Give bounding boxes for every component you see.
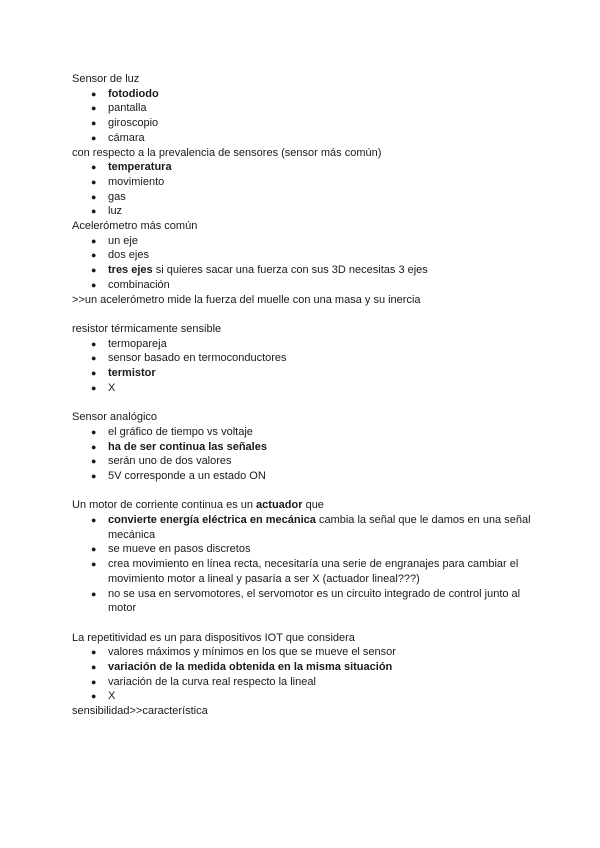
bullet-icon: ● xyxy=(91,132,97,143)
list-item-text: 5V corresponde a un estado ON xyxy=(108,469,266,482)
spacer xyxy=(72,616,532,631)
bullet-icon: ● xyxy=(91,515,97,526)
bullet-icon: ● xyxy=(91,338,97,349)
list-item xyxy=(72,542,532,557)
list-item-text: crea movimiento en línea recta, necesitaría una serie de engranajes para cambiar el movimiento motor a lineal y pasaría a ser X (actuador lineal???) xyxy=(108,558,519,585)
bullet-icon: ● xyxy=(91,382,97,393)
list-item xyxy=(72,204,532,219)
list-item-text: sensor basado en termoconductores xyxy=(108,352,287,365)
list-item-text: X xyxy=(108,381,116,394)
list-item-text: termistor xyxy=(108,367,156,380)
bullet-icon: ● xyxy=(91,559,97,570)
bullet-icon: ● xyxy=(91,544,97,555)
list-item-text: dos ejes xyxy=(108,249,149,262)
list-item xyxy=(72,587,532,616)
list-item xyxy=(72,366,532,381)
list-item xyxy=(72,263,532,278)
list-item-text: termopareja xyxy=(108,337,167,350)
list-item-text: fotodiodo xyxy=(108,87,159,100)
list-item xyxy=(72,469,532,484)
heading-text: Un motor de corriente continua es un xyxy=(72,499,257,512)
list-item-text: ha de ser continua las señales xyxy=(108,440,267,453)
bullet-icon: ● xyxy=(91,206,97,217)
list-item-bold-text: convierte energía eléctrica en mecánica xyxy=(108,514,316,527)
bullet-icon: ● xyxy=(91,250,97,261)
list-item-text: valores máximos y mínimos en los que se mueve el sensor xyxy=(108,646,396,659)
list-item-text: variación de la medida obtenida en la misma situación xyxy=(108,661,393,674)
list-item xyxy=(72,116,532,131)
document-content xyxy=(72,72,532,719)
list-item xyxy=(72,645,532,660)
bullet-icon: ● xyxy=(91,426,97,437)
list-item xyxy=(72,454,532,469)
bullet-icon: ● xyxy=(91,176,97,187)
section-heading-resistor: resistor térmicamente sensible xyxy=(72,322,222,335)
list-item xyxy=(72,87,532,102)
list-item-text: cámara xyxy=(108,131,145,144)
bullet-icon: ● xyxy=(91,265,97,276)
list-item-text: se mueve en pasos discretos xyxy=(108,543,251,556)
list-item xyxy=(72,675,532,690)
list-acelerometro xyxy=(72,234,532,293)
spacer xyxy=(72,307,532,322)
list-item-text: X xyxy=(108,690,116,703)
heading-bold-text: actuador xyxy=(256,499,303,512)
bullet-icon: ● xyxy=(91,456,97,467)
bullet-icon: ● xyxy=(91,191,97,202)
list-item xyxy=(72,425,532,440)
bullet-icon: ● xyxy=(91,470,97,481)
list-item xyxy=(72,381,532,396)
list-item-text: serán uno de dos valores xyxy=(108,455,232,468)
list-item xyxy=(72,351,532,366)
list-item-text: si quieres sacar una fuerza con sus 3D necesitas 3 ejes xyxy=(152,264,428,277)
list-item xyxy=(72,131,532,146)
list-item xyxy=(72,248,532,263)
list-item-text: el gráfico de tiempo vs voltaje xyxy=(108,425,253,438)
section-heading-sensor-luz: Sensor de luz xyxy=(72,73,140,85)
list-item xyxy=(72,101,532,116)
list-item xyxy=(72,160,532,175)
bullet-icon: ● xyxy=(91,662,97,673)
list-sensor-luz xyxy=(72,87,532,146)
list-item xyxy=(72,557,532,586)
list-item xyxy=(72,440,532,455)
spacer xyxy=(72,395,532,410)
section-heading-motor xyxy=(72,498,532,513)
list-item-text: no se usa en servomotores, el servomotor es un circuito integrado de control junto al motor xyxy=(108,587,521,615)
list-resistor xyxy=(72,337,532,396)
section-heading-prevalencia: con respecto a la prevalencia de sensores (sensor más común) xyxy=(72,146,382,159)
list-item xyxy=(72,175,532,190)
list-item xyxy=(72,190,532,205)
note-acelerometro: >>un acelerómetro mide la fuerza del muelle con una masa y su inercia xyxy=(72,293,421,306)
list-repetitividad xyxy=(72,645,532,704)
list-motor xyxy=(72,513,532,616)
section-heading-sensor-analogico: Sensor analógico xyxy=(72,411,158,424)
bullet-icon: ● xyxy=(91,162,97,173)
list-item xyxy=(72,337,532,352)
list-item-text: pantalla xyxy=(108,102,147,115)
bullet-icon: ● xyxy=(91,88,97,99)
list-item-text: luz xyxy=(108,205,123,218)
list-item-text: variación de la curva real respecto la lineal xyxy=(108,675,316,688)
heading-text: que xyxy=(302,499,324,512)
bullet-icon: ● xyxy=(91,353,97,364)
list-item xyxy=(72,513,532,542)
bullet-icon: ● xyxy=(91,368,97,379)
list-item-bold-text: tres ejes xyxy=(108,264,153,277)
section-heading-repetitividad: La repetitividad es un para dispositivos IOT que considera xyxy=(72,631,355,644)
list-item-text: cambia la señal que le damos en una señal mecánica xyxy=(108,514,531,541)
bullet-icon: ● xyxy=(91,441,97,452)
bullet-icon: ● xyxy=(91,279,97,290)
bullet-icon: ● xyxy=(91,676,97,687)
list-item-text: temperatura xyxy=(108,161,172,174)
list-prevalencia xyxy=(72,160,532,219)
bullet-icon: ● xyxy=(91,235,97,246)
list-sensor-analogico xyxy=(72,425,532,484)
bullet-icon: ● xyxy=(91,118,97,129)
list-item-text: gas xyxy=(108,190,126,203)
bullet-icon: ● xyxy=(91,103,97,114)
list-item-text: movimiento xyxy=(108,175,165,188)
footer-note: sensibilidad>>característica xyxy=(72,705,208,718)
section-heading-acelerometro: Acelerómetro más común xyxy=(72,220,198,233)
bullet-icon: ● xyxy=(91,647,97,658)
spacer xyxy=(72,484,532,499)
list-item-text: un eje xyxy=(108,234,138,247)
bullet-icon: ● xyxy=(91,588,97,599)
list-item xyxy=(72,234,532,249)
list-item xyxy=(72,278,532,293)
list-item-text: combinación xyxy=(108,278,170,291)
list-item xyxy=(72,660,532,675)
list-item xyxy=(72,689,532,704)
list-item-text: giroscopio xyxy=(108,117,159,130)
bullet-icon: ● xyxy=(91,691,97,702)
